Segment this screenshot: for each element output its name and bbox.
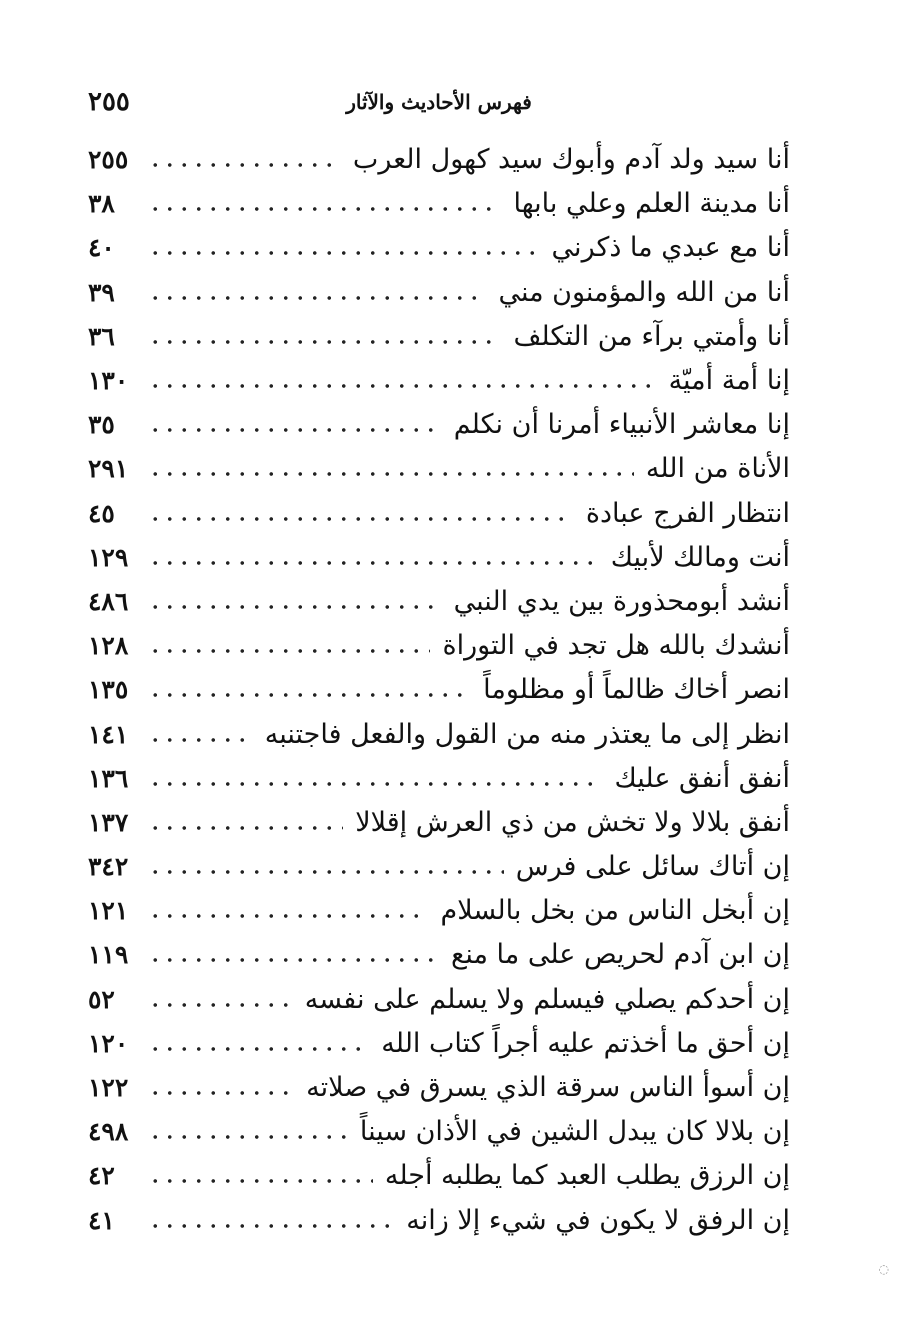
dot-leader [148, 957, 439, 963]
entry-text: انتظار الفرج عبادة [585, 497, 790, 529]
entry-text: أنت ومالك لأبيك [610, 541, 790, 573]
index-entry [88, 138, 790, 182]
index-entry [88, 271, 790, 315]
entry-text: الأناة من الله [645, 453, 790, 485]
entry-page-number: ٣٨ [88, 189, 115, 219]
entry-page-number: ٤٥ [88, 498, 115, 528]
scan-mark: ◌ [878, 1262, 889, 1276]
index-entry [88, 978, 790, 1022]
entry-page-number: ٤١ [88, 1205, 115, 1235]
entry-text: انظر إلى ما يعتذر منه من القول والفعل فاجتنبه [264, 718, 790, 750]
entry-text: إن الرزق يطلب العبد كما يطلبه أجله [384, 1160, 790, 1192]
entry-text: أنا مع عبدي ما ذكرني [551, 232, 790, 264]
dot-leader [148, 1002, 293, 1008]
index-entries-list [88, 138, 790, 1243]
entry-text: أنفق أنفق عليك [614, 762, 790, 794]
entry-page-number: ٤٠ [88, 233, 115, 263]
index-entry [88, 712, 790, 756]
entry-text: أنشدك بالله هل تجد في التوراة [442, 630, 790, 662]
entry-text: إن ابن آدم لحريص على ما منع [450, 939, 790, 971]
dot-leader [148, 516, 574, 522]
entry-text: أنا مدينة العلم وعلي بابها [513, 188, 790, 220]
dot-leader [148, 206, 501, 212]
entry-page-number: ٤٨٦ [88, 586, 129, 616]
index-entry [88, 315, 790, 359]
index-entry [88, 1066, 790, 1110]
index-entry [88, 668, 790, 712]
dot-leader [148, 737, 253, 743]
index-entry [88, 182, 790, 226]
running-header [88, 84, 790, 120]
entry-page-number: ١٣٥ [88, 675, 129, 705]
entry-text: إن الرفق لا يكون في شيء إلا زانه [406, 1204, 790, 1236]
dot-leader [148, 1090, 294, 1096]
entry-text: إن بلالا كان يبدل الشين في الأذان سيناً [359, 1116, 790, 1148]
entry-page-number: ٣٤٢ [88, 852, 129, 882]
dot-leader [148, 427, 442, 433]
entry-page-number: ٤٢ [88, 1161, 115, 1191]
entry-text: إن أحق ما أخذتم عليه أجراً كتاب الله [381, 1027, 790, 1059]
entry-text: أنفق بلالا ولا تخش من ذي العرش إقلالا [355, 806, 790, 838]
header-page-number: ٢٥٥ [88, 87, 130, 117]
entry-text: إن أحدكم يصلي فيسلم ولا يسلم على نفسه [304, 983, 790, 1015]
entry-page-number: ١٢٠ [88, 1028, 129, 1058]
index-entry [88, 801, 790, 845]
dot-leader [148, 781, 603, 787]
index-entry [88, 1022, 790, 1066]
entry-page-number: ١٢٨ [88, 631, 129, 661]
entry-text: أنا سيد ولد آدم وأبوك سيد كهول العرب [352, 144, 790, 176]
header-title: فهرس الأحاديث والآثار [346, 90, 532, 114]
entry-page-number: ٣٩ [88, 277, 115, 307]
dot-leader [148, 913, 429, 919]
dot-leader [148, 604, 442, 610]
index-entry [88, 757, 790, 801]
index-entry [88, 580, 790, 624]
entry-page-number: ١٢١ [88, 896, 129, 926]
index-entry [88, 536, 790, 580]
index-entry [88, 492, 790, 536]
dot-leader [148, 383, 657, 389]
entry-text: إنا معاشر الأنبياء أمرنا أن نكلم [453, 409, 790, 441]
dot-leader [148, 1178, 373, 1184]
dot-leader [148, 692, 471, 698]
index-entry [88, 403, 790, 447]
entry-page-number: ١٢٢ [88, 1073, 129, 1103]
index-entry [88, 624, 790, 668]
entry-page-number: ٣٥ [88, 410, 115, 440]
index-entry [88, 447, 790, 491]
dot-leader [148, 869, 504, 875]
entry-page-number: ١١٩ [88, 940, 129, 970]
entry-text: إنا أمة أميّة [668, 365, 790, 397]
entry-page-number: ١٣٧ [88, 807, 129, 837]
entry-text: إن أبخل الناس من بخل بالسلام [440, 895, 790, 927]
dot-leader [148, 471, 634, 477]
dot-leader [148, 1046, 369, 1052]
index-entry [88, 1154, 790, 1198]
entry-page-number: ٣٦ [88, 321, 115, 351]
entry-page-number: ٥٢ [88, 984, 115, 1014]
entry-page-number: ١٤١ [88, 719, 129, 749]
index-entry [88, 1110, 790, 1154]
dot-leader [148, 825, 343, 831]
index-entry [88, 933, 790, 977]
index-entry [88, 1199, 790, 1243]
entry-page-number: ١٣٠ [88, 366, 129, 396]
index-entry [88, 889, 790, 933]
entry-text: أنا من الله والمؤمنون مني [498, 276, 790, 308]
entry-page-number: ٢٥٥ [88, 145, 129, 175]
entry-page-number: ٤٩٨ [88, 1117, 129, 1147]
entry-text: أنشد أبومحذورة بين يدي النبي [453, 585, 790, 617]
index-entry [88, 845, 790, 889]
entry-text: انصر أخاك ظالماً أو مظلوماً [483, 674, 790, 706]
dot-leader [148, 162, 341, 168]
index-entry [88, 359, 790, 403]
dot-leader [148, 339, 501, 345]
index-entry [88, 226, 790, 270]
dot-leader [148, 560, 599, 566]
dot-leader [148, 1223, 394, 1229]
entry-page-number: ٢٩١ [88, 454, 129, 484]
dot-leader [148, 250, 540, 256]
dot-leader [148, 295, 486, 301]
dot-leader [148, 648, 430, 654]
entry-page-number: ١٢٩ [88, 542, 129, 572]
entry-page-number: ١٣٦ [88, 763, 129, 793]
entry-text: أنا وأمتي برآء من التكلف [513, 320, 790, 352]
entry-text: إن أتاك سائل على فرس [515, 851, 790, 883]
dot-leader [148, 1134, 348, 1140]
entry-text: إن أسوأ الناس سرقة الذي يسرق في صلاته [306, 1072, 790, 1104]
